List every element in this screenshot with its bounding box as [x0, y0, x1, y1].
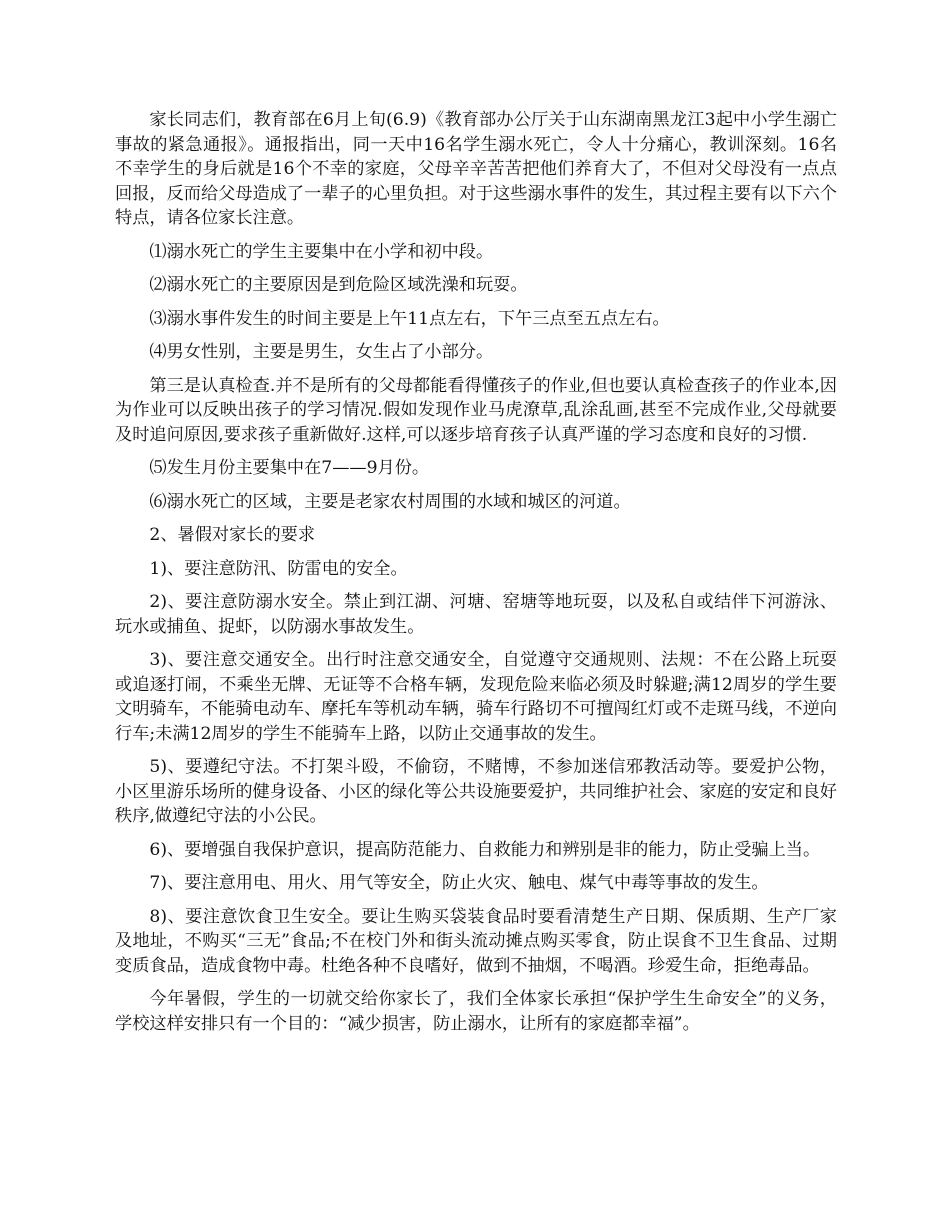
requirement-5: 5)、要遵纪守法。不打架斗殴，不偷窃，不赌博，不参加迷信邪教活动等。要爱护公物，小区里游乐场所的健身设备、小区的绿化等公共设施要爱护，共同维护社会、家庭的安定和良好秩序,做遵纪守法的小公民。 [115, 757, 837, 826]
intro-paragraph: 家长同志们，教育部在6月上旬(6.9)《教育部办公厅关于山东湖南黑龙江3起中小学生溺亡事故的紧急通报》。通报指出，同一天中16名学生溺水死亡，令人十分痛心，教训深刻。16名不幸学生的身后就是16个不幸的家庭，父母辛辛苦苦把他们养育大了，不但对父母没有一点点回报，反而给父母造成了一辈子的心里负担。对于这些溺水事件的发生，其过程主要有以下六个特点，请各位家长注意。 [115, 110, 837, 228]
feature-item-6: ⑹溺水死亡的区域，主要是老家农村周围的水域和城区的河道。 [149, 491, 631, 512]
requirement-6: 6)、要增强自我保护意识，提高防范能力、自救能力和辨别是非的能力，防止受骗上当。 [149, 839, 821, 860]
requirement-8: 8)、要注意饮食卫生安全。要让生购买袋装食品时要看清楚生产日期、保质期、生产厂家及地址，不购买“三无”食品;不在校门外和街头流动摊点购买零食，防止误食不卫生食品、过期变质食品，造成食物中毒。杜绝各种不良嗜好，做到不抽烟，不喝酒。珍爱生命，拒绝毒品。 [115, 906, 837, 976]
requirement-2: 2)、要注意防溺水安全。禁止到江湖、河塘、窑塘等地玩耍，以及私自或结伴下河游泳、玩水或捕鱼、捉虾，以防溺水事故发生。 [115, 592, 837, 637]
feature-item-1: ⑴溺水死亡的学生主要集中在小学和初中段。 [149, 241, 494, 262]
closing-paragraph: 今年暑假，学生的一切就交给你家长了，我们全体家长承担“保护学生生命安全”的义务，学校这样安排只有一个目的：“减少损害，防止溺水，让所有的家庭都幸福”。 [115, 989, 837, 1034]
feature-item-4: ⑷男女性别，主要是男生，女生占了小部分。 [149, 342, 494, 362]
feature-item-5: ⑸发生月份主要集中在7——9月份。 [149, 458, 430, 478]
section-heading-requirements: 2、暑假对家长的要求 [149, 525, 316, 545]
requirement-7: 7)、要注意用电、用火、用气等安全，防止火灾、触电、煤气中毒等事故的发生。 [149, 873, 769, 893]
homework-check-paragraph: 第三是认真检查.并不是所有的父母都能看得懂孩子的作业,但也要认真检查孩子的作业本,因为作业可以反映出孩子的学习情况.假如发现作业马虎潦草,乱涂乱画,甚至不完成作业,父母就要及时追问原因,要求孩子重新做好.这样,可以逐步培育孩子认真严谨的学习态度和良好的习惯. [115, 375, 837, 445]
feature-item-3: ⑶溺水事件发生的时间主要是上午11点左右，下午三点至五点左右。 [149, 308, 670, 329]
document-body [115, 108, 837, 1045]
requirement-3: 3)、要注意交通安全。出行时注意交通安全，自觉遵守交通规则、法规：不在公路上玩耍或追逐打闹，不乘坐无牌、无证等不合格车辆，发现危险来临必须及时躲避;满12周岁的学生要文明骑车，不能骑电动车、摩托车等机动车辆，骑车行路切不可擅闯红灯或不走斑马线，不逆向行车;未满12周岁的学生不能骑车上路，以防止交通事故的发生。 [115, 650, 837, 744]
feature-item-2: ⑵溺水死亡的主要原因是到危险区域洗澡和玩耍。 [149, 275, 528, 295]
requirement-1: 1)、要注意防汛、防雷电的安全。 [149, 558, 408, 579]
